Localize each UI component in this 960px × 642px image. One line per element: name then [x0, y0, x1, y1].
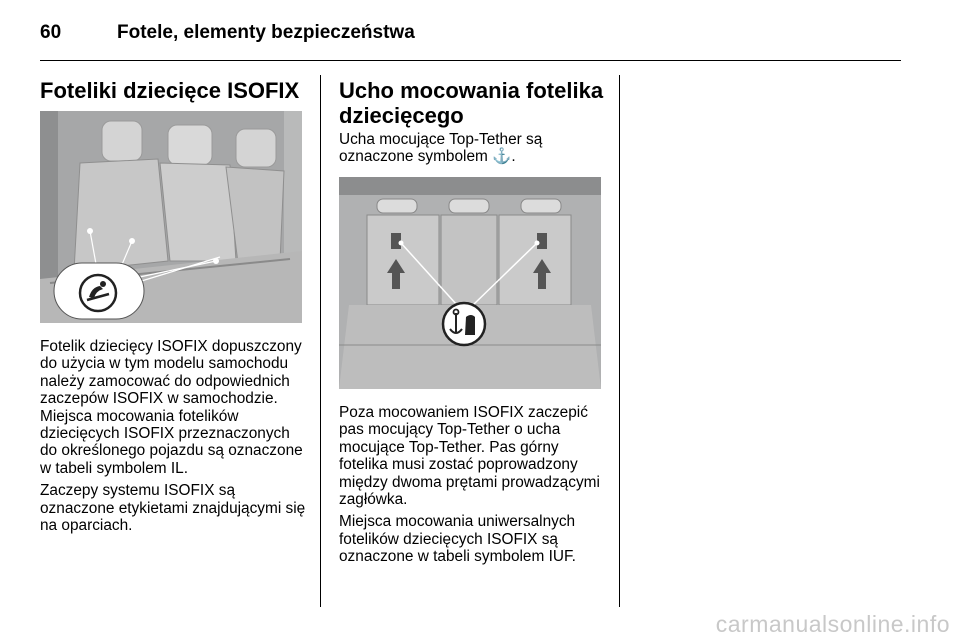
- section-heading-isofix: Foteliki dziecięce ISOFIX: [40, 78, 300, 103]
- top-tether-symbol-icon: ⚓: [492, 148, 512, 166]
- top-tether-anchor-icon: [441, 301, 487, 347]
- top-tether-figure: [339, 177, 601, 389]
- top-tether-intro: [339, 131, 609, 166]
- top-tether-intro-text: Ucha mocujące Top-Tether są oznaczone symbolem: [339, 131, 543, 166]
- header-rule: [40, 60, 901, 61]
- mid-column: [339, 78, 609, 166]
- isofix-paragraph-2: Zaczepy systemu ISOFIX są oznaczone etykietami znajdującymi się na oparciach.: [40, 482, 306, 535]
- column-divider-1: [320, 75, 321, 607]
- isofix-seat-figure: [40, 111, 302, 323]
- top-tether-paragraph-1: Poza mocowaniem ISOFIX zaczepić pas mocujący Top-Tether o ucha mocujące Top-Tether. Pas górny fotelika musi zostać poprowadzony między dwoma prętami prowadzącymi zagłówka.: [339, 404, 600, 509]
- column-divider-2: [619, 75, 620, 607]
- watermark: carmanualsonline.info: [715, 611, 950, 637]
- chapter-title: Fotele, elementy bezpieczeństwa: [117, 22, 415, 43]
- left-text: [40, 338, 308, 534]
- section-heading-top-tether: Ucho mocowania fotelika dziecięcego: [339, 78, 604, 128]
- top-tether-intro-end: .: [511, 148, 516, 166]
- isofix-child-seat-icon: [78, 273, 118, 313]
- isofix-paragraph-1: Fotelik dziecięcy ISOFIX dopuszczony do użycia w tym modelu samochodu należy zamocować do odpowiednich zaczepów ISOFIX w samochodzie. Miejsca mocowania fotelików dziecięcych ISOFIX przeznaczonych do określonego pojazdu są oznaczone w tabeli symbolem IL.: [40, 338, 303, 477]
- page-number: 60: [40, 22, 62, 43]
- top-tether-paragraph-2: Miejsca mocowania uniwersalnych fotelików dziecięcych ISOFIX są oznaczone w tabeli symbolem IUF.: [339, 513, 576, 566]
- mid-text: [339, 404, 609, 566]
- left-column: [40, 78, 308, 103]
